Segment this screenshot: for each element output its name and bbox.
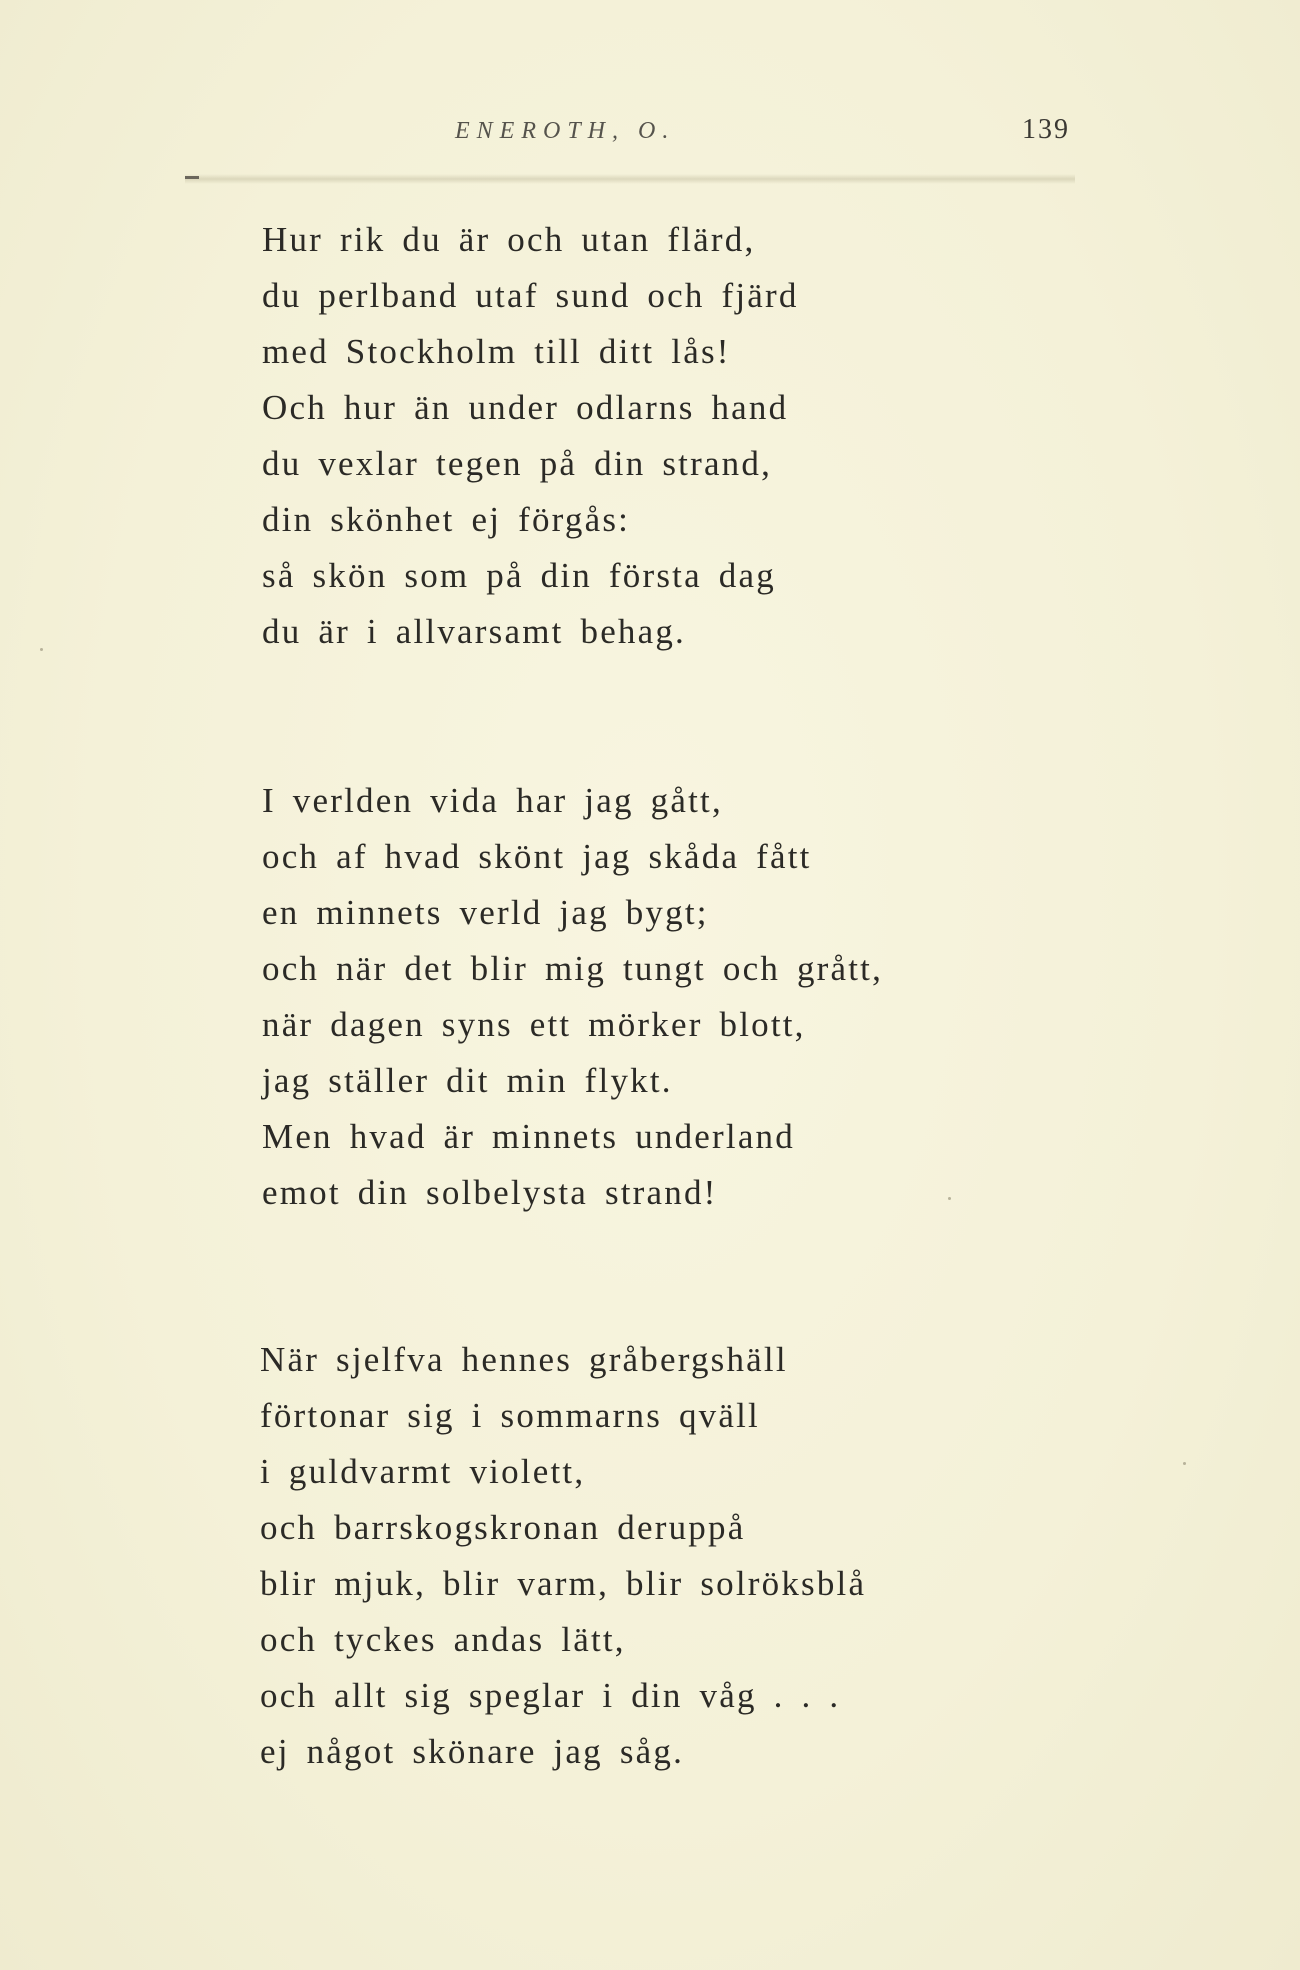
poem-line: när dagen syns ett mörker blott,	[262, 1005, 806, 1044]
poem-line: och när det blir mig tungt och grått,	[262, 949, 884, 988]
poem-line: I verlden vida har jag gått,	[262, 781, 723, 820]
poem-line: så skön som på din första dag	[262, 556, 776, 595]
poem-line: Men hvad är minnets underland	[262, 1117, 795, 1156]
poem-line: Och hur än under odlarns hand	[262, 388, 789, 427]
running-title: ENEROTH, O.	[455, 118, 676, 144]
paper-speck	[40, 648, 43, 651]
header-rule	[185, 174, 1075, 184]
poem-line: förtonar sig i sommarns qväll	[260, 1396, 760, 1435]
page-number: 139	[1022, 114, 1070, 145]
poem-line: emot din solbelysta strand!	[262, 1173, 718, 1212]
paper-speck	[1183, 1462, 1186, 1465]
poem-line: din skönhet ej förgås:	[262, 500, 631, 539]
poem-line: och barrskogskronan deruppå	[260, 1508, 746, 1547]
poem-line: ej något skönare jag såg.	[260, 1732, 685, 1771]
running-head	[0, 114, 1300, 158]
stanza-3	[260, 1332, 866, 1780]
stanza-2	[262, 773, 883, 1221]
stanza-1	[262, 212, 799, 660]
poem-line: och af hvad skönt jag skåda fått	[262, 837, 812, 876]
poem-line: När sjelfva hennes gråbergshäll	[260, 1340, 788, 1379]
poem-line: en minnets verld jag bygt;	[262, 893, 709, 932]
poem-line: och tyckes andas lätt,	[260, 1620, 626, 1659]
poem-line: med Stockholm till ditt lås!	[262, 332, 731, 371]
poem-line: i guldvarmt violett,	[260, 1452, 586, 1491]
poem-line: blir mjuk, blir varm, blir solröksblå	[260, 1564, 867, 1603]
margin-tick-mark	[185, 176, 199, 179]
paper-speck	[948, 1197, 951, 1200]
poem-line: Hur rik du är och utan flärd,	[262, 220, 756, 259]
poem-line: och allt sig speglar i din våg . . .	[260, 1676, 841, 1715]
poem-line: jag ställer dit min flykt.	[262, 1061, 673, 1100]
poem-line: du är i allvarsamt behag.	[262, 612, 687, 651]
poem-line: du vexlar tegen på din strand,	[262, 444, 773, 483]
poem-line: du perlband utaf sund och fjärd	[262, 276, 799, 315]
